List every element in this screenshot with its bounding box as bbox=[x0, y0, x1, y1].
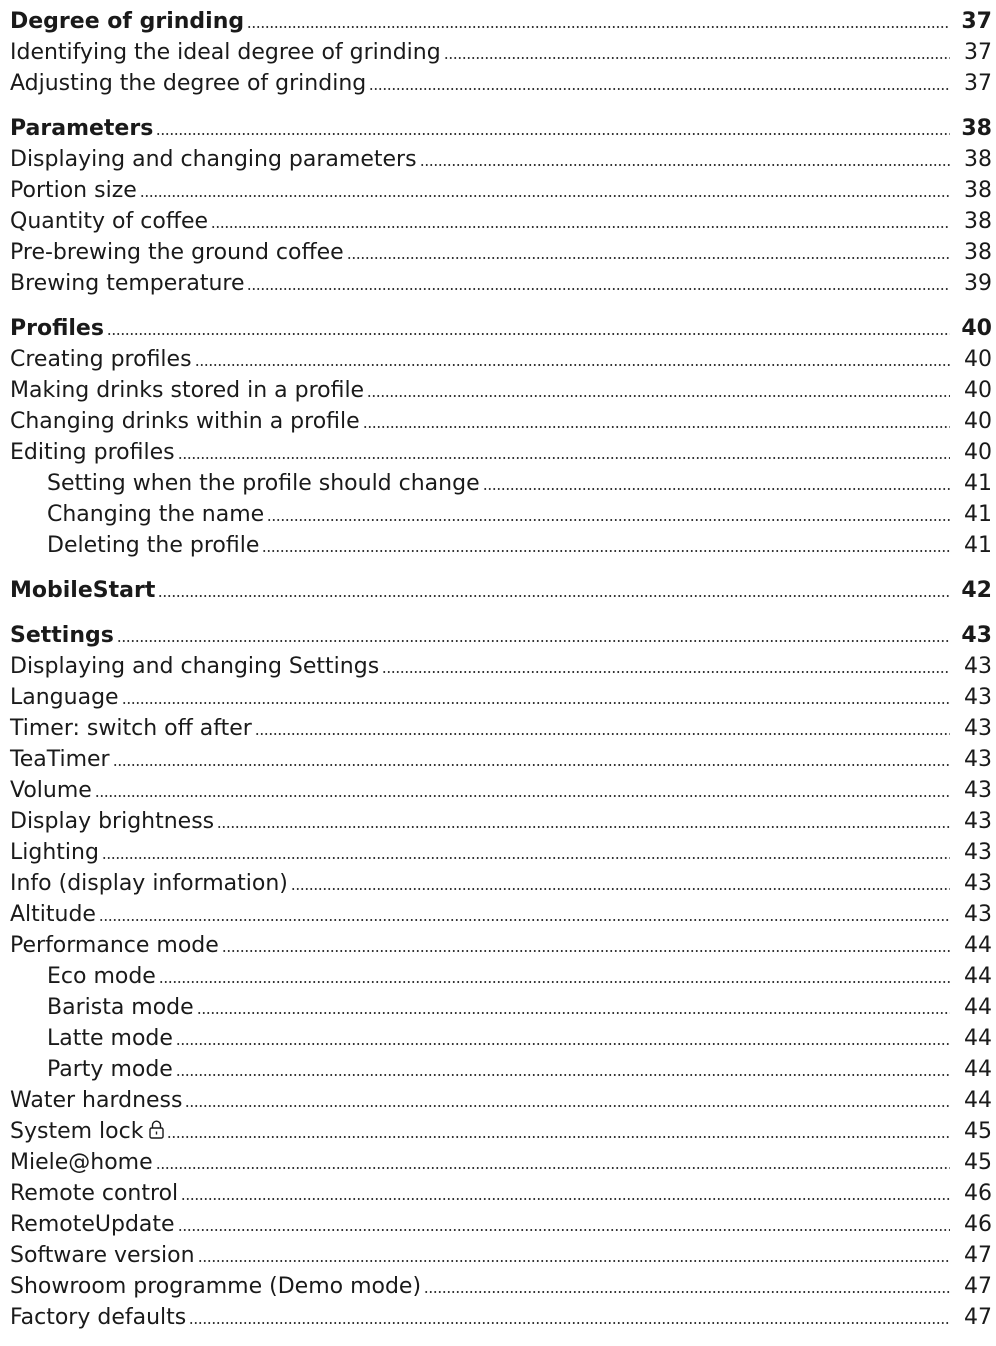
toc-page-number: 38 bbox=[964, 209, 992, 234]
toc-entry-title-text: Factory defaults bbox=[10, 1305, 187, 1330]
toc-heading[interactable] bbox=[0, 620, 996, 651]
toc-entry[interactable] bbox=[0, 651, 996, 682]
dot-leader bbox=[363, 426, 950, 428]
toc-entry-title-text: Miele@home bbox=[10, 1150, 153, 1175]
dot-leader bbox=[369, 88, 950, 90]
toc-page-number: 37 bbox=[964, 40, 992, 65]
dot-leader bbox=[176, 1043, 950, 1045]
toc-entry[interactable] bbox=[0, 713, 996, 744]
toc-entry-title bbox=[10, 68, 366, 99]
toc-entry-title-text: Display brightness bbox=[10, 809, 215, 834]
toc-entry[interactable] bbox=[0, 468, 996, 499]
dot-leader bbox=[181, 1198, 950, 1200]
dot-leader bbox=[198, 1260, 950, 1262]
toc-entry[interactable] bbox=[0, 1085, 996, 1116]
toc-entry-title bbox=[10, 437, 175, 468]
toc-page-number: 47 bbox=[964, 1274, 992, 1299]
dot-leader bbox=[367, 395, 950, 397]
toc-page-number: 44 bbox=[964, 1026, 992, 1051]
toc-entry[interactable] bbox=[0, 1116, 996, 1147]
toc-entry-title-text: Pre-brewing the ground coffee bbox=[10, 240, 344, 265]
toc-entry[interactable] bbox=[0, 1209, 996, 1240]
dot-leader bbox=[122, 702, 950, 704]
toc-entry-title-text: Lighting bbox=[10, 840, 99, 865]
toc-entry[interactable] bbox=[0, 682, 996, 713]
dot-leader bbox=[176, 1074, 950, 1076]
toc-entry-title-text: Altitude bbox=[10, 902, 96, 927]
dot-leader bbox=[189, 1322, 950, 1324]
dot-leader bbox=[197, 1012, 950, 1014]
toc-entry[interactable] bbox=[0, 68, 996, 99]
toc-entry-title-text: Settings bbox=[10, 623, 114, 648]
toc-entry[interactable] bbox=[0, 37, 996, 68]
toc-page-number: 45 bbox=[964, 1119, 992, 1144]
toc-entry[interactable] bbox=[0, 406, 996, 437]
toc-entry-title-text: MobileStart bbox=[10, 578, 156, 603]
dot-leader bbox=[424, 1291, 950, 1293]
toc-entry-title bbox=[47, 961, 156, 992]
toc-page-number: 47 bbox=[964, 1305, 992, 1330]
toc-page-number: 45 bbox=[964, 1150, 992, 1175]
toc-entry-title bbox=[10, 575, 155, 606]
toc-entry-title bbox=[47, 468, 480, 499]
toc-page-number: 47 bbox=[964, 1243, 992, 1268]
toc-entry-title-text: Remote control bbox=[10, 1181, 179, 1206]
toc-entry-title-text: Brewing temperature bbox=[10, 271, 245, 296]
toc-entry-title-text: Changing drinks within a profile bbox=[10, 409, 360, 434]
toc-page-number: 40 bbox=[964, 440, 992, 465]
toc-page-number: 44 bbox=[964, 995, 992, 1020]
toc-section bbox=[0, 6, 996, 99]
toc-entry-title bbox=[10, 1240, 195, 1271]
dot-leader bbox=[255, 733, 950, 735]
toc-heading[interactable] bbox=[0, 113, 996, 144]
dot-leader bbox=[95, 795, 950, 797]
toc-entry-title bbox=[47, 1054, 173, 1085]
toc-entry-title bbox=[10, 375, 364, 406]
toc-entry-title-text: Performance mode bbox=[10, 933, 219, 958]
toc-entry-title-text: RemoteUpdate bbox=[10, 1212, 175, 1237]
toc-entry-title-text: Party mode bbox=[47, 1057, 173, 1082]
dot-leader bbox=[158, 595, 950, 597]
dot-leader bbox=[222, 950, 950, 952]
toc-entry-title bbox=[10, 775, 92, 806]
dot-leader bbox=[167, 1136, 950, 1138]
dot-leader bbox=[217, 826, 950, 828]
toc-page-number: 38 bbox=[964, 147, 992, 172]
toc-entry[interactable] bbox=[0, 437, 996, 468]
dot-leader bbox=[185, 1105, 950, 1107]
toc-entry-title bbox=[10, 6, 244, 37]
toc-heading[interactable] bbox=[0, 575, 996, 606]
toc-entry[interactable] bbox=[0, 499, 996, 530]
toc-page-number: 43 bbox=[961, 623, 992, 648]
toc-page-number: 41 bbox=[964, 502, 992, 527]
toc-entry[interactable] bbox=[0, 1054, 996, 1085]
dot-leader bbox=[113, 764, 950, 766]
toc-entry-title bbox=[10, 1209, 175, 1240]
toc-entry-title bbox=[47, 992, 194, 1023]
toc-entry-title-text: Displaying and changing Settings bbox=[10, 654, 380, 679]
toc-page-number: 44 bbox=[964, 933, 992, 958]
toc-page-number: 38 bbox=[961, 116, 992, 141]
toc-entry-title-text: Barista mode bbox=[47, 995, 194, 1020]
toc-entry-title bbox=[10, 1271, 421, 1302]
toc-entry-title bbox=[10, 744, 110, 775]
toc-page-number: 43 bbox=[964, 840, 992, 865]
toc-entry[interactable] bbox=[0, 144, 996, 175]
dot-leader bbox=[382, 671, 950, 673]
dot-leader bbox=[262, 550, 950, 552]
toc-entry-title-text: TeaTimer bbox=[10, 747, 110, 772]
dot-leader bbox=[347, 257, 950, 259]
toc-entry-title bbox=[10, 175, 137, 206]
toc-entry-title bbox=[10, 313, 104, 344]
toc-entry-title bbox=[10, 806, 214, 837]
toc-entry[interactable] bbox=[0, 961, 996, 992]
toc-entry-title bbox=[47, 530, 259, 561]
toc-entry[interactable] bbox=[0, 1147, 996, 1178]
toc-page-number: 38 bbox=[964, 240, 992, 265]
toc-entry[interactable] bbox=[0, 1240, 996, 1271]
toc-heading[interactable] bbox=[0, 6, 996, 37]
dot-leader bbox=[102, 857, 950, 859]
toc-section bbox=[0, 113, 996, 299]
toc-entry-title bbox=[10, 1147, 153, 1178]
toc-page-number: 37 bbox=[964, 71, 992, 96]
toc-heading[interactable] bbox=[0, 313, 996, 344]
toc-section bbox=[0, 313, 996, 561]
toc-entry[interactable] bbox=[0, 237, 996, 268]
toc-entry-title bbox=[10, 868, 288, 899]
dot-leader bbox=[107, 333, 950, 335]
toc-entry-title-text: Adjusting the degree of grinding bbox=[10, 71, 367, 96]
toc-section bbox=[0, 620, 996, 1333]
toc-section bbox=[0, 575, 996, 606]
toc-entry-title bbox=[10, 268, 244, 299]
toc-entry-title-text: Language bbox=[10, 685, 119, 710]
dot-leader bbox=[247, 288, 950, 290]
toc-entry-title bbox=[10, 406, 360, 437]
toc-page-number: 43 bbox=[964, 747, 992, 772]
dot-leader bbox=[159, 981, 950, 983]
toc-page-number: 43 bbox=[964, 716, 992, 741]
toc-entry[interactable] bbox=[0, 1178, 996, 1209]
toc-entry[interactable] bbox=[0, 899, 996, 930]
toc-entry-title-text: Timer: switch off after bbox=[10, 716, 252, 741]
toc-page-number: 40 bbox=[964, 347, 992, 372]
toc-page-number: 40 bbox=[964, 409, 992, 434]
toc-entry-title bbox=[10, 1116, 164, 1147]
lock-icon bbox=[149, 1117, 164, 1137]
toc-entry-title bbox=[10, 930, 219, 961]
dot-leader bbox=[483, 488, 950, 490]
toc-page-number: 46 bbox=[964, 1181, 992, 1206]
toc-entry-title bbox=[10, 837, 99, 868]
dot-leader bbox=[140, 195, 950, 197]
toc-entry-title-text: Software version bbox=[10, 1243, 195, 1268]
toc-entry[interactable] bbox=[0, 344, 996, 375]
dot-leader bbox=[195, 364, 950, 366]
toc-entry-title-text: Quantity of coffee bbox=[10, 209, 209, 234]
toc-entry-title-text: Showroom programme (Demo mode) bbox=[10, 1274, 422, 1299]
dot-leader bbox=[156, 133, 950, 135]
dot-leader bbox=[291, 888, 950, 890]
toc-entry[interactable] bbox=[0, 1023, 996, 1054]
toc-entry-title-text: Water hardness bbox=[10, 1088, 183, 1113]
toc-entry-title bbox=[10, 651, 379, 682]
toc-entry-title-text: Setting when the profile should change bbox=[47, 471, 480, 496]
toc-entry[interactable] bbox=[0, 930, 996, 961]
toc-entry-title-text: Making drinks stored in a profile bbox=[10, 378, 365, 403]
toc-entry-title-text: Deleting the profile bbox=[47, 533, 260, 558]
toc-entry[interactable] bbox=[0, 806, 996, 837]
toc-entry-title bbox=[10, 620, 114, 651]
toc-page-number: 44 bbox=[964, 1088, 992, 1113]
toc-entry-title-text: Editing profiles bbox=[10, 440, 175, 465]
toc-page-number: 41 bbox=[964, 533, 992, 558]
toc-entry-title-text: Parameters bbox=[10, 116, 154, 141]
toc-entry-title-text: Degree of grinding bbox=[10, 9, 245, 34]
toc-entry-title bbox=[10, 113, 153, 144]
dot-leader bbox=[99, 919, 950, 921]
toc-page-number: 42 bbox=[961, 578, 992, 603]
toc-page-number: 43 bbox=[964, 654, 992, 679]
toc-page-number: 37 bbox=[961, 9, 992, 34]
toc-entry-title bbox=[10, 344, 192, 375]
toc-entry[interactable] bbox=[0, 175, 996, 206]
toc-entry-title-text: Eco mode bbox=[47, 964, 156, 989]
toc-page-number: 38 bbox=[964, 178, 992, 203]
toc-entry-title bbox=[10, 713, 252, 744]
dot-leader bbox=[267, 519, 950, 521]
dot-leader bbox=[420, 164, 950, 166]
toc-page-number: 46 bbox=[964, 1212, 992, 1237]
toc-entry-title bbox=[10, 682, 119, 713]
toc-entry-title bbox=[10, 37, 441, 68]
dot-leader bbox=[178, 457, 950, 459]
toc-entry-title bbox=[10, 1302, 186, 1333]
toc-entry-title-text: Changing the name bbox=[47, 502, 265, 527]
dot-leader bbox=[211, 226, 950, 228]
toc-entry[interactable] bbox=[0, 992, 996, 1023]
toc-page-number: 44 bbox=[964, 964, 992, 989]
dot-leader bbox=[156, 1167, 950, 1169]
toc-page-number: 41 bbox=[964, 471, 992, 496]
toc-entry-title-text: Identifying the ideal degree of grinding bbox=[10, 40, 441, 65]
toc-entry-title bbox=[47, 1023, 173, 1054]
toc-entry[interactable] bbox=[0, 530, 996, 561]
toc-entry-title bbox=[10, 206, 208, 237]
toc-entry-title-text: Volume bbox=[10, 778, 92, 803]
toc-entry[interactable] bbox=[0, 206, 996, 237]
toc-page-number: 39 bbox=[964, 271, 992, 296]
toc-page-number: 43 bbox=[964, 809, 992, 834]
toc-entry-title bbox=[47, 499, 264, 530]
toc-entry-title bbox=[10, 237, 344, 268]
toc-entry-title-text: Info (display information) bbox=[10, 871, 288, 896]
toc-entry-title-text: Portion size bbox=[10, 178, 137, 203]
toc-page-number: 43 bbox=[964, 685, 992, 710]
toc-entry-title bbox=[10, 1085, 182, 1116]
toc-page-number: 40 bbox=[964, 378, 992, 403]
toc-page-number: 43 bbox=[964, 871, 992, 896]
toc-entry-title bbox=[10, 144, 417, 175]
toc-entry[interactable] bbox=[0, 868, 996, 899]
toc-entry-title-text: Profiles bbox=[10, 316, 104, 341]
toc-page-number: 40 bbox=[961, 316, 992, 341]
toc-page-number: 43 bbox=[964, 778, 992, 803]
dot-leader bbox=[247, 26, 950, 28]
dot-leader bbox=[444, 57, 950, 59]
toc-entry[interactable] bbox=[0, 837, 996, 868]
toc-entry[interactable] bbox=[0, 1271, 996, 1302]
toc-page-number: 43 bbox=[964, 902, 992, 927]
toc-entry[interactable] bbox=[0, 1302, 996, 1333]
toc-entry[interactable] bbox=[0, 375, 996, 406]
toc-entry[interactable] bbox=[0, 744, 996, 775]
toc-entry-title-text: Creating profiles bbox=[10, 347, 192, 372]
dot-leader bbox=[178, 1229, 950, 1231]
toc-entry-title-text: Displaying and changing parameters bbox=[10, 147, 417, 172]
toc-entry-title bbox=[10, 1178, 178, 1209]
dot-leader bbox=[117, 640, 950, 642]
toc-entry[interactable] bbox=[0, 268, 996, 299]
toc-entry-title-text: System lock bbox=[10, 1119, 144, 1144]
toc-entry-title-text: Latte mode bbox=[47, 1026, 173, 1051]
toc-page-number: 44 bbox=[964, 1057, 992, 1082]
toc-entry-title bbox=[10, 899, 96, 930]
toc-entry[interactable] bbox=[0, 775, 996, 806]
